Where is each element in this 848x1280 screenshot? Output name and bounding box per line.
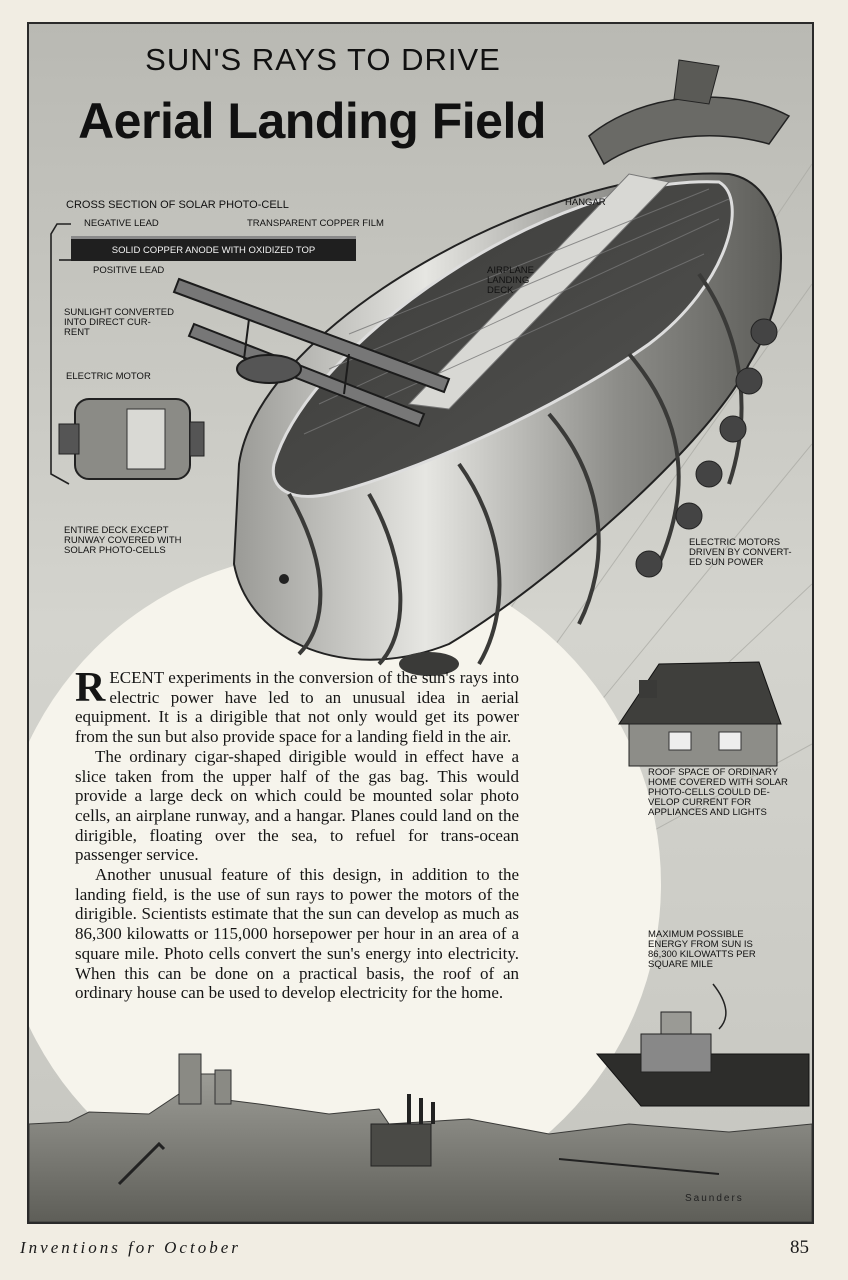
paragraph-2: The ordinary cigar-shaped dirigible would in effect have a slice taken from the upper half of the gas bag. This would provide a large deck on which could be mounted solar photo cells, an airplane runway, and a hangar. Planes could land on the dirigible, floating over the sea, to refuel for trans-ocean passenger service. xyxy=(75,746,519,865)
energy-caption: MAXIMUM POSSIBLE ENERGY FROM SUN IS 86,300 KILOWATTS PER SQUARE MILE xyxy=(648,929,756,970)
drop-cap: R xyxy=(75,665,106,711)
electric-motor-label: ELECTRIC MOTOR xyxy=(66,371,151,382)
illustration-frame xyxy=(27,22,814,1224)
copper-film-label: TRANSPARENT COPPER FILM xyxy=(247,218,384,229)
anode-bar: SOLID COPPER ANODE WITH OXIDIZED TOP xyxy=(71,236,356,261)
positive-lead-label: POSITIVE LEAD xyxy=(93,265,165,276)
house-caption: ROOF SPACE OF ORDINARY HOME COVERED WITH SOLAR PHOTO-CELLS COULD DE- VELOP CURRENT FOR APPLIANCES AND LIGHTS xyxy=(648,767,788,818)
nose-cap xyxy=(279,574,289,584)
hangar-label: HANGAR xyxy=(565,197,606,208)
motors-label: ELECTRIC MOTORS DRIVEN BY CONVERT- ED SUN POWER xyxy=(689,537,792,568)
paragraph-3: Another unusual feature of this design, in addition to the landing field, is the use of sun rays to power the motors of the dirigible. Scientists estimate that the sun can develop as much as 86,300 kilowatts or 115,000 horsepower per hour in an area of a square mile. Photo cells convert the sun's energy into electricity. When this can be done on a practical basis, the roof of an ordinary house can be used to develop electricity for the home. xyxy=(75,865,519,1003)
deck-label: AIRPLANE LANDING DECK xyxy=(487,265,534,296)
headline-title: Aerial Landing Field xyxy=(78,93,546,149)
cross-section-title: CROSS SECTION OF SOLAR PHOTO-CELL xyxy=(66,199,289,211)
sunlight-label: SUNLIGHT CONVERTED INTO DIRECT CUR- RENT xyxy=(64,307,174,338)
artist-signature: Saunders xyxy=(685,1193,744,1204)
headline-kicker: SUN'S RAYS TO DRIVE xyxy=(145,42,501,77)
paragraph-1: RECENT experiments in the conversion of the sun's rays into electric power have led to an unusual idea in aerial equipment. It is a dirigible that not only would get its power from the sun but also provide space for a landing field in the air. xyxy=(75,665,519,747)
deck-cells-label: ENTIRE DECK EXCEPT RUNWAY COVERED WITH SOLAR PHOTO-CELLS xyxy=(64,525,182,556)
electric-motor-drawing xyxy=(59,399,204,479)
folio-title: Inventions for October xyxy=(20,1238,241,1257)
article-body xyxy=(75,665,519,1003)
negative-lead-label: NEGATIVE LEAD xyxy=(84,218,159,229)
page-number: 85 xyxy=(790,1237,809,1258)
